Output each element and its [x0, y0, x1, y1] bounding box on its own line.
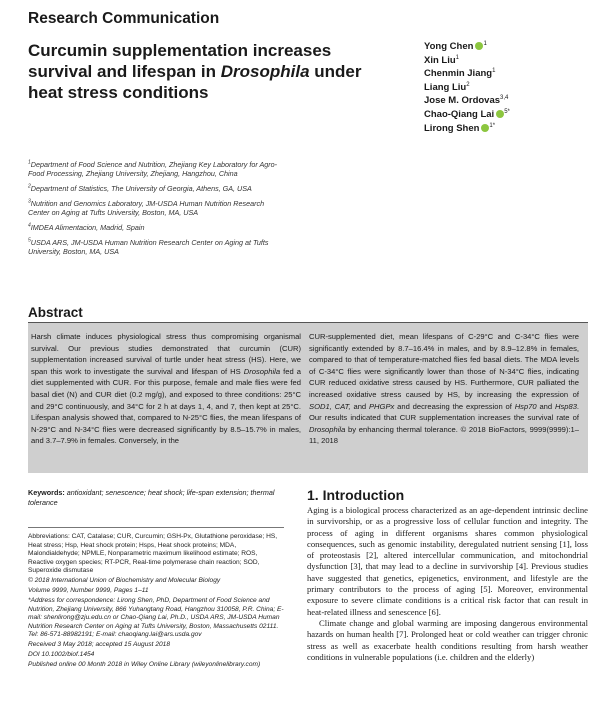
abstract-text: by enhancing thermal tolerance. © 2018 BioFactors, 9999(9999):1–11, 2018 [309, 424, 579, 446]
affiliation-text: Department of Food Science and Nutrition, Zhejiang Key Laboratory for Agro-Food Processing, Zhejiang University, Zhejiang, Hangzhou, China [28, 160, 278, 178]
abstract-italic: Drosophila [243, 366, 281, 376]
section-label: Research Communication [28, 10, 220, 27]
abstract-italic: Hsp70 [514, 401, 537, 411]
title-italic: Drosophila [220, 62, 310, 81]
affiliation-text: IMDEA Alimentacion, Madrid, Spain [30, 223, 145, 232]
abstract-italic: PHGPx [368, 401, 395, 411]
abstract-italic: Hsp83 [554, 401, 577, 411]
affiliation [28, 184, 282, 193]
abstract-text: fed a diet supplemented with CUR. For this purpose, female and male flies were fed basal diet (N) and CUR diet (0.2 mg/g), and exposed to three conditions: 25°C and 29°C continuously, and 34°C for 2 h at days 1, 4, and 7, then kept at 25°C. Lifespan analysis showed that, compared to N-25°C flies, the mean lifespans of N-29°C and N-34°C flies were decreased significantly by 8.5–15.7% in males, and 3.7–7.9% in females. Conversely, in the [31, 366, 302, 446]
abstract-right-column [309, 331, 579, 447]
author-affil: 5* [504, 108, 510, 115]
introduction-paragraph: Climate change and global warming are imposing dangerous environmental hazards on human health [7]. Prolonged heat or cold weather can trigger chronic stress as well as exacerbate health conditions resulting from harsh weather conditions in vulnerable populations (i.e. children and the elderly) [307, 617, 588, 662]
abstract-italic: Drosophila [309, 424, 346, 434]
introduction-heading: 1. Introduction [307, 487, 405, 503]
author-name: Chao-Qiang Lai [424, 108, 495, 120]
affiliation-text: Nutrition and Genomics Laboratory, JM-USDA Human Nutrition Research Center on Aging at Tufts University, Boston, MA, USA [28, 199, 265, 217]
author[interactable] [424, 54, 584, 68]
abbreviations: Abbreviations: CAT, Catalase; CUR, Curcumin; GSH-Px, Glutathione peroxidase; HS, Heat stress; Hsp, Heat shock protein; Hsps, Heat shock proteins; MDA, Malondialdehyde; NPMLE, Nonparametric maximum likelihood estimate; ROS, Reactive oxygen species; RT-PCR, Real-time polymerase chain reaction; SOD, Superoxide dismutase [28, 533, 278, 574]
abstract-heading: Abstract [28, 305, 83, 320]
author-list [424, 40, 584, 135]
affiliation [28, 160, 282, 178]
abstract-text: Harsh climate induces physiological stress thus compromising organismal survival. Our previous studies demonstrated that curcumin (CUR) supplementation increased survival of turtle under heat stress (HS). Here, we span this work to investigate the survival and lifespan of HS [31, 332, 301, 376]
affiliation-number: 5 [28, 237, 31, 244]
author[interactable] [424, 122, 584, 136]
author-name: Liang Liu [424, 81, 467, 93]
author[interactable] [424, 94, 584, 108]
copyright: © 2018 International Union of Biochemistry and Molecular Biology [28, 577, 221, 584]
author[interactable] [424, 108, 584, 122]
affiliation-text: Department of Statistics, The University of Georgia, Athens, GA, USA [30, 184, 252, 193]
correspondence: *Address for correspondence: Lirong Shen, PhD, Department of Food Science and Nutrition, Zhejiang University, 866 Yuhangtang Road, Hangzhou 310058, P.R. China; E-mail: shenlirong@zju.edu.cn or Chao-Qiang Lai, Ph.D., USDA ARS, JM-USDA Human Nutrition Research Center on Aging at Tufts University, Boston, Massachusetts 02111. Tel: 86-571-88982191; E-mail: chaoqiang.lai@ars.usda.gov [28, 597, 284, 638]
abstract-text: and [536, 401, 555, 411]
author-name: Xin Liu [424, 54, 456, 66]
published-info: Published online 00 Month 2018 in Wiley Online Library (wileyonlinelibrary.com) [28, 661, 261, 668]
affiliation [28, 223, 282, 232]
affiliation-number: 3 [28, 198, 31, 205]
affiliation-number: 4 [28, 222, 31, 229]
author-affil: 1 [483, 40, 487, 47]
doi-link[interactable]: DOI 10.1002/biof.1454 [28, 651, 95, 658]
author[interactable] [424, 81, 584, 95]
affiliation [28, 199, 282, 217]
author-affil: 1 [455, 54, 460, 61]
author-name: Chenmin Jiang [424, 68, 493, 80]
keywords-text: antioxidant; senescence; heat shock; life-span extension; thermal tolerance [28, 488, 275, 507]
introduction-body [307, 505, 588, 663]
author-affil: 3,4 [500, 95, 509, 102]
title-part-1: Curcumin supplementation increases survival and lifespan in [28, 41, 332, 81]
keywords-label: Keywords: [28, 488, 65, 497]
abstract-text: and decreasing the expression of [394, 401, 515, 411]
affiliations [28, 160, 282, 262]
introduction-paragraph: Aging is a biological process characterized as an age-dependent intrinsic decline in survivorship, or as a progressive loss of cellular function and integrity. The process of aging in different organisms shares common physiological consequences, such as genomic instability, deregulated nutrient sensing [1], loss of proteostasis [2], altered intercellular communication, and mitochondrial dysfunction [3], that may lead to a decline in survivorship [4]. Previous studies have suggested that genetics, epigenetics, environment, and lifestyle are the primary contributors to the process of aging [5]. Moreover, environmental exposure to severe climate conditions is a critical risk factor that can result in heat-related illness and senescence [6]. [307, 505, 588, 617]
author-affil: 1 [492, 68, 496, 75]
author-name: Yong Chen [424, 41, 474, 52]
affiliation-number: 2 [28, 183, 31, 190]
orcid-icon[interactable] [496, 110, 504, 118]
author[interactable] [424, 40, 584, 54]
author-affil: 2 [466, 81, 470, 88]
affiliation [28, 238, 282, 256]
abstract-text: CUR-supplemented diet, mean lifespans of C-29°C and C-34°C flies were significantly extended by 8.7–16.4% in males, and by 8.9–12.8% in females, compared to that of temperature-matched flies fed basal diets. The MDA levels of C-34°C flies were significantly lower than those of N-34°C flies, indicating CUR reduced oxidative stress caused by HS. Furthermore, CUR palliated the increased oxidative stress caused by HS, by increasing the expression of [309, 332, 579, 399]
abstract-text: . Our results indicated that CUR supplementation increases the survival rate of [309, 401, 580, 423]
abstract-left-column [31, 331, 301, 447]
keywords-rule [28, 527, 284, 528]
author-name: Jose M. Ordovas [424, 95, 501, 107]
title-part-2: under heat stress conditions [28, 62, 362, 102]
volume-info: Volume 9999, Number 9999, Pages 1–11 [28, 587, 149, 594]
affiliation-number: 1 [28, 159, 31, 166]
author-name: Lirong Shen [424, 122, 480, 134]
abstract-italic: SOD1, CAT, [309, 401, 351, 411]
footnotes [28, 533, 284, 671]
article-title [28, 40, 388, 103]
author[interactable] [424, 67, 584, 81]
author-affil: 1* [489, 122, 496, 129]
affiliation-text: USDA ARS, JM-USDA Human Nutrition Research Center on Aging at Tufts University, Boston, MA, USA [28, 238, 269, 256]
received-date: Received 3 May 2018; accepted 15 August 2018 [28, 641, 170, 648]
keywords [28, 488, 284, 508]
abstract-text: and [350, 401, 369, 411]
